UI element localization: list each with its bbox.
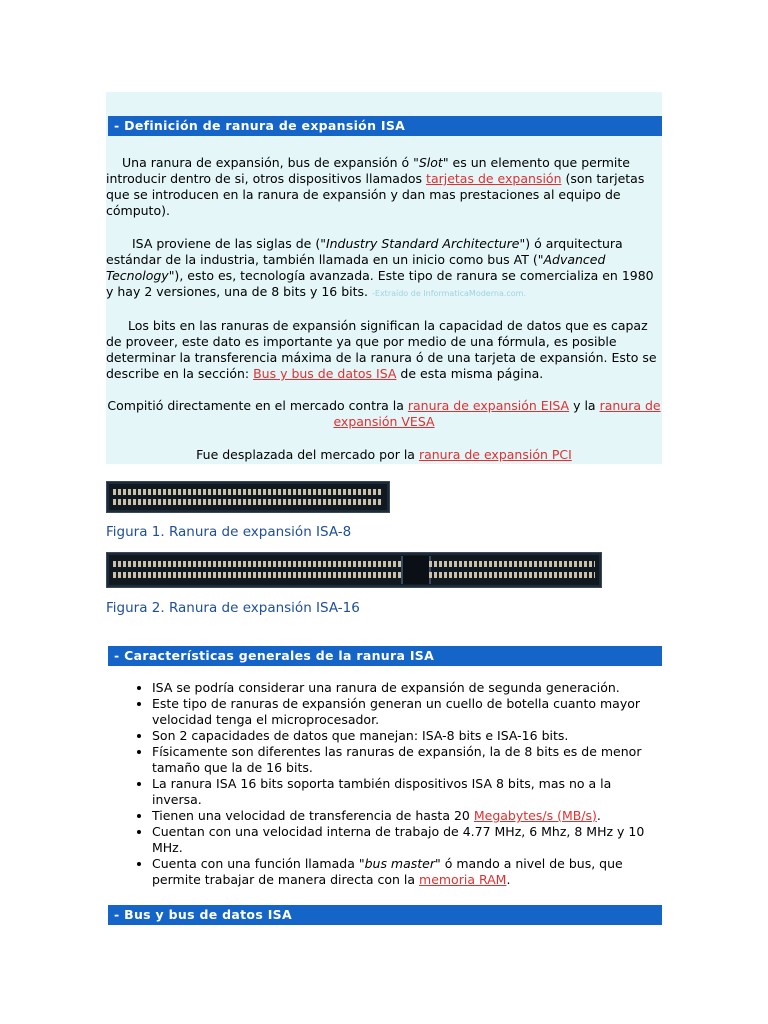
features-list [106,680,662,888]
text: y la [569,398,600,413]
text: Tienen una velocidad de transferencia de hasta 20 [152,808,474,823]
text: de esta misma página. [396,366,544,381]
text: Slot [418,155,443,170]
text: " ó mando a nivel de bus, que permite trabajar de manera directa con la [152,856,623,887]
text: (son tarjetas que se introducen en la ranura de expansión y dan mas prestaciones al equipo de cómputo). [106,171,645,218]
slot-pin-row [113,572,401,578]
text: La ranura ISA 16 bits soporta también dispositivos ISA 8 bits, mas no a la inversa. [152,776,612,807]
text: Cuenta con una función llamada " [152,856,365,871]
section-title-bus: - Bus y bus de datos ISA [108,905,662,925]
list-item [152,744,662,776]
figure-2-caption: Figura 2. Ranura de expansión ISA-16 [106,600,360,616]
intro-paragraph-2 [106,236,662,302]
text: ISA proviene de las siglas de (" [132,236,326,251]
slot-key-notch [401,556,431,584]
slot-pin-row [113,489,383,495]
text: Los bits en las ranuras de expansión significan la capacidad de datos que es capaz de proveer, este dato es importante ya que por medio de una fórmula, es posible determinar la transferencia máxima de la ranura ó de una tarjeta de expansión. Esto se describe en la sección: [106,318,657,381]
list-item [152,728,662,744]
list-item [152,776,662,808]
list-item [152,856,662,888]
slot-pin-row [429,572,595,578]
text: . [506,872,511,887]
list-item [152,696,662,728]
text: Físicamente son diferentes las ranuras de expansión, la de 8 bits es de menor tamaño que la de 16 bits. [152,744,642,775]
link-tarjetas-de-expansion[interactable]: tarjetas de expansión [426,171,562,186]
link-ranura-vesa[interactable]: ranura de expansión VESA [333,398,661,429]
isa-16-slot-image [106,552,602,588]
text: bus master [364,856,436,871]
link-bus-y-bus-de-datos-isa[interactable]: Bus y bus de datos ISA [253,366,397,381]
list-item [152,808,662,824]
text: "), esto es, tecnología avanzada. Este tipo de ranura se comercializa en 1980 y hay 2 versiones, una de 8 bits y 16 bits. [106,268,654,299]
link-ranura-pci[interactable]: ranura de expansión PCI [418,447,572,462]
slot-pin-row [113,499,383,505]
link-memoria-ram[interactable]: memoria RAM [419,872,507,887]
link-megabytes[interactable]: Megabytes/s (MB/s) [473,808,597,823]
text: " es un elemento que permite introducir dentro de si, otros dispositivos llamados [106,155,631,186]
text: Industry Standard Architecture [325,236,520,251]
intro-paragraph-1 [106,155,662,219]
text: ISA se podría considerar una ranura de expansión de segunda generación. [152,680,620,695]
text: Este tipo de ranuras de expansión generan un cuello de botella cuanto mayor velocidad tenga el microprocesador. [152,696,641,727]
list-item [152,824,662,856]
link-ranura-eisa[interactable]: ranura de expansión EISA [407,398,570,413]
text: . [596,808,601,823]
text: Cuentan con una velocidad interna de trabajo de 4.77 MHz, 6 Mhz, 8 MHz y 10 MHz. [152,824,645,855]
intro-paragraph-5 [106,447,662,463]
text: Son 2 capacidades de datos que manejan: ISA-8 bits e ISA-16 bits. [152,728,569,743]
slot-pin-row [429,561,595,567]
intro-paragraph-4 [106,398,662,430]
section-title-definition: - Definición de ranura de expansión ISA [108,116,662,136]
slot-pin-row [113,561,401,567]
isa-8-slot-image [106,481,390,513]
figure-1-caption: Figura 1. Ranura de expansión ISA-8 [106,524,352,540]
text: ") ó arquitectura estándar de la industria, también llamada en un inicio como bus AT (" [106,236,623,267]
text: Fue desplazada del mercado por la [196,447,419,462]
list-item [152,680,662,696]
text: Una ranura de expansión, bus de expansión ó " [122,155,419,170]
section-title-characteristics: - Características generales de la ranura ISA [108,646,662,666]
intro-paragraph-3 [106,318,662,382]
source-credit: -Extraído de InformaticaModerna.com. [372,289,527,298]
text: Advanced Tecnology [106,252,606,283]
text: Compitió directamente en el mercado contra la [107,398,408,413]
